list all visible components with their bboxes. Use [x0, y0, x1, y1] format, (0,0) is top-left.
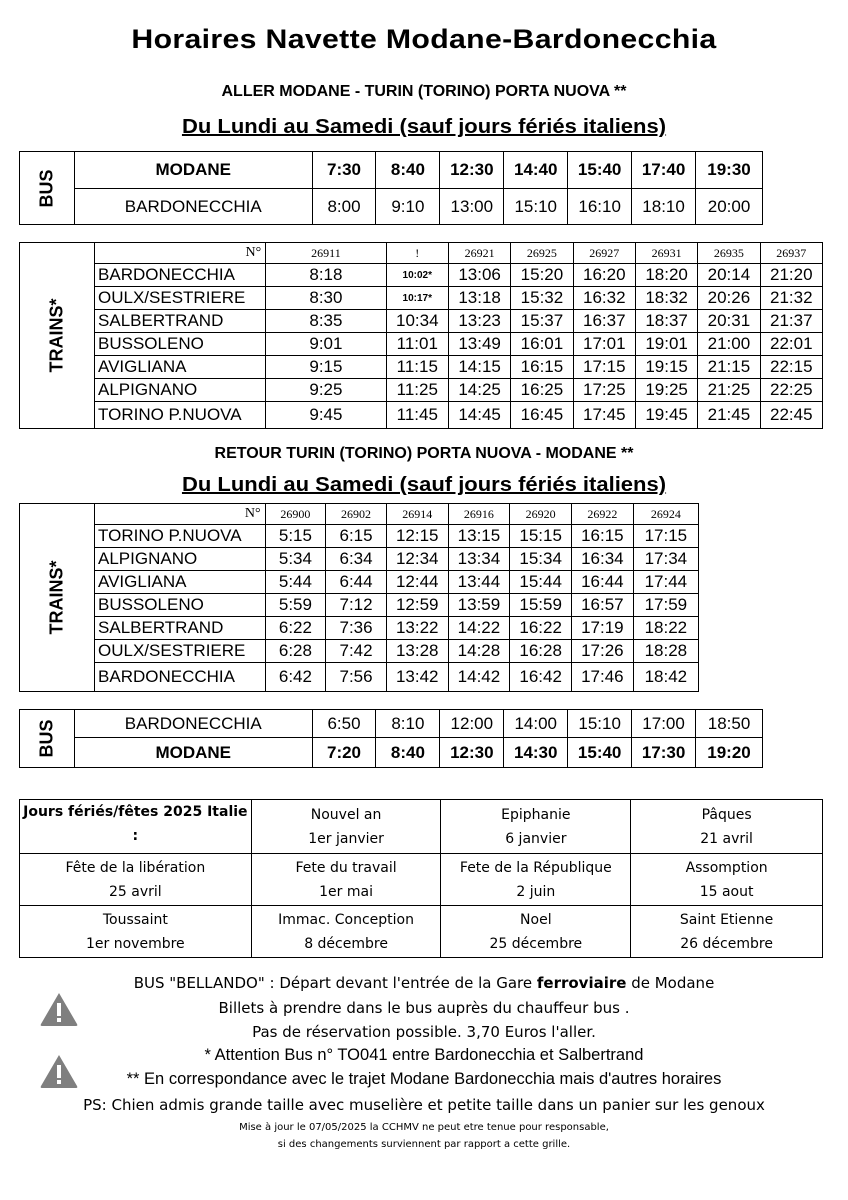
time-cell: 11:45 — [386, 402, 448, 429]
time-cell: 18:22 — [633, 617, 698, 640]
train-number: ! — [386, 243, 448, 264]
time-cell: 12:00 — [440, 710, 504, 738]
time-cell: 17:15 — [633, 525, 698, 548]
time-cell: 13:00 — [440, 189, 504, 225]
time-cell: 8:40 — [376, 738, 440, 768]
time-cell: 12:30 — [440, 152, 504, 189]
time-cell: 13:15 — [448, 525, 510, 548]
time-cell: 15:37 — [511, 310, 573, 333]
time-cell: 9:01 — [266, 333, 386, 356]
time-cell: 16:01 — [511, 333, 573, 356]
time-cell: 18:10 — [632, 189, 696, 225]
time-cell: 17:45 — [573, 402, 635, 429]
time-cell: 8:40 — [376, 152, 440, 189]
update-note-2: si des changements surviennent par rapport a cette grille. — [277, 1139, 571, 1150]
time-cell: 5:44 — [265, 571, 326, 594]
time-cell: 8:35 — [266, 310, 386, 333]
time-cell: 16:28 — [510, 640, 572, 663]
time-cell: 21:45 — [698, 402, 760, 429]
station-cell: TORINO P.NUOVA — [95, 402, 266, 429]
time-cell: 20:31 — [698, 310, 760, 333]
number-label: N° — [95, 504, 266, 525]
time-cell: 15:44 — [510, 571, 572, 594]
time-cell: 12:15 — [386, 525, 448, 548]
time-cell: 19:30 — [696, 152, 763, 189]
time-cell: 20:26 — [698, 287, 760, 310]
time-cell: 14:45 — [448, 402, 510, 429]
retour-bus-table — [19, 709, 763, 768]
time-cell: 21:00 — [698, 333, 760, 356]
station-cell: ALPIGNANO — [95, 548, 266, 571]
time-cell: 7:42 — [326, 640, 387, 663]
time-cell: 22:01 — [760, 333, 822, 356]
time-cell: 14:42 — [448, 663, 510, 692]
time-cell: 15:10 — [568, 710, 632, 738]
time-cell: 13:23 — [448, 310, 510, 333]
time-cell: 8:30 — [266, 287, 386, 310]
train-number: 26935 — [698, 243, 760, 264]
time-cell: 13:49 — [448, 333, 510, 356]
time-cell: 19:45 — [635, 402, 697, 429]
time-cell: 11:25 — [386, 379, 448, 402]
time-cell: 14:40 — [504, 152, 568, 189]
time-cell: 17:25 — [573, 379, 635, 402]
time-cell: 14:30 — [504, 738, 568, 768]
time-cell: 5:15 — [265, 525, 326, 548]
holiday-cell: Assomption 15 aout — [631, 854, 823, 906]
number-label: N° — [95, 243, 266, 264]
time-cell: 17:15 — [573, 356, 635, 379]
time-cell: 13:59 — [448, 594, 510, 617]
holiday-cell: Noel 25 décembre — [441, 906, 631, 958]
aller-days: Du Lundi au Samedi (sauf jours fériés italiens) — [181, 116, 667, 138]
time-cell: 14:28 — [448, 640, 510, 663]
bus-note: BUS "BELLANDO" : Départ devant l'entrée de la Gare ferroviaire de Modane — [133, 974, 715, 992]
station-cell: BUSSOLENO — [95, 333, 266, 356]
time-cell: 10:34 — [386, 310, 448, 333]
time-cell: 19:20 — [696, 738, 763, 768]
holiday-cell: Fete du travail 1er mai — [251, 854, 441, 906]
time-cell: 16:44 — [571, 571, 633, 594]
retour-heading: RETOUR TURIN (TORINO) PORTA NUOVA - MODANE ** — [214, 445, 634, 462]
aller-heading: ALLER MODANE - TURIN (TORINO) PORTA NUOVA ** — [221, 83, 627, 100]
time-cell: 18:37 — [635, 310, 697, 333]
station-cell: ALPIGNANO — [95, 379, 266, 402]
holiday-cell: Toussaint 1er novembre — [20, 906, 252, 958]
time-cell: 18:32 — [635, 287, 697, 310]
time-cell: 17:00 — [632, 710, 696, 738]
time-cell: 14:00 — [504, 710, 568, 738]
train-number: 26925 — [511, 243, 573, 264]
time-cell: 17:26 — [571, 640, 633, 663]
time-cell: 6:44 — [326, 571, 387, 594]
time-cell: 13:34 — [448, 548, 510, 571]
trains-label: TRAINS* — [20, 504, 95, 692]
time-cell: 18:50 — [696, 710, 763, 738]
time-cell: 17:34 — [633, 548, 698, 571]
time-cell: 13:22 — [386, 617, 448, 640]
holidays-header: Jours fériés/fêtes 2025 Italie : — [20, 800, 252, 854]
train-number: 26920 — [510, 504, 572, 525]
station-cell: AVIGLIANA — [95, 571, 266, 594]
time-cell: 14:25 — [448, 379, 510, 402]
time-cell: 13:06 — [448, 264, 510, 287]
trains-label: TRAINS* — [20, 243, 95, 429]
page-title: Horaires Navette Modane-Bardonecchia — [131, 24, 717, 54]
time-cell: 16:10 — [568, 189, 632, 225]
time-cell: 6:15 — [326, 525, 387, 548]
time-cell: 7:12 — [326, 594, 387, 617]
holiday-cell: Epiphanie 6 janvier — [441, 800, 631, 854]
time-cell: 16:15 — [511, 356, 573, 379]
holiday-cell: Saint Etienne 26 décembre — [631, 906, 823, 958]
time-cell: 15:59 — [510, 594, 572, 617]
time-cell: 11:01 — [386, 333, 448, 356]
holiday-cell: Pâques 21 avril — [631, 800, 823, 854]
train-number: 26921 — [448, 243, 510, 264]
time-cell: 6:50 — [312, 710, 376, 738]
time-cell: 10:17* — [386, 287, 448, 310]
time-cell: 21:25 — [698, 379, 760, 402]
train-number: 26937 — [760, 243, 822, 264]
station-cell: BUSSOLENO — [95, 594, 266, 617]
time-cell: 16:37 — [573, 310, 635, 333]
time-cell: 15:34 — [510, 548, 572, 571]
time-cell: 18:20 — [635, 264, 697, 287]
time-cell: 17:01 — [573, 333, 635, 356]
time-cell: 16:15 — [571, 525, 633, 548]
time-cell: 17:30 — [632, 738, 696, 768]
time-cell: 16:57 — [571, 594, 633, 617]
station-cell: SALBERTRAND — [95, 617, 266, 640]
time-cell: 16:25 — [511, 379, 573, 402]
time-cell: 15:20 — [511, 264, 573, 287]
time-cell: 17:19 — [571, 617, 633, 640]
time-cell: 19:25 — [635, 379, 697, 402]
time-cell: 14:22 — [448, 617, 510, 640]
time-cell: 16:45 — [511, 402, 573, 429]
reservation-note: Pas de réservation possible. 3,70 Euros l'aller. — [252, 1023, 596, 1041]
time-cell: 10:02* — [386, 264, 448, 287]
time-cell: 17:59 — [633, 594, 698, 617]
time-cell: 22:15 — [760, 356, 822, 379]
time-cell: 22:45 — [760, 402, 822, 429]
train-number: 26914 — [386, 504, 448, 525]
time-cell: 15:15 — [510, 525, 572, 548]
station-cell: SALBERTRAND — [95, 310, 266, 333]
holidays-table — [19, 799, 823, 958]
time-cell: 6:22 — [265, 617, 326, 640]
time-cell: 21:37 — [760, 310, 822, 333]
holiday-cell: Fête de la libération 25 avril — [20, 854, 252, 906]
train-number: 26922 — [571, 504, 633, 525]
time-cell: 18:28 — [633, 640, 698, 663]
station-cell: BARDONECCHIA — [95, 663, 266, 692]
time-cell: 6:34 — [326, 548, 387, 571]
time-cell: 17:40 — [632, 152, 696, 189]
retour-trains-table — [19, 503, 699, 692]
time-cell: 20:00 — [696, 189, 763, 225]
station-cell: MODANE — [74, 152, 312, 189]
time-cell: 12:30 — [440, 738, 504, 768]
time-cell: 15:40 — [568, 738, 632, 768]
time-cell: 21:15 — [698, 356, 760, 379]
station-cell: BARDONECCHIA — [74, 710, 312, 738]
time-cell: 20:14 — [698, 264, 760, 287]
train-number: 26931 — [635, 243, 697, 264]
holiday-cell: Immac. Conception 8 décembre — [251, 906, 441, 958]
bus-label: BUS — [20, 710, 75, 768]
time-cell: 14:15 — [448, 356, 510, 379]
time-cell: 5:59 — [265, 594, 326, 617]
time-cell: 16:42 — [510, 663, 572, 692]
time-cell: 9:10 — [376, 189, 440, 225]
time-cell: 6:42 — [265, 663, 326, 692]
time-cell: 17:46 — [571, 663, 633, 692]
time-cell: 12:34 — [386, 548, 448, 571]
station-cell: AVIGLIANA — [95, 356, 266, 379]
time-cell: 16:34 — [571, 548, 633, 571]
time-cell: 9:15 — [266, 356, 386, 379]
time-cell: 5:34 — [265, 548, 326, 571]
ps-note: PS: Chien admis grande taille avec muselière et petite taille dans un panier sur les genoux — [83, 1096, 765, 1114]
station-cell: BARDONECCHIA — [74, 189, 312, 225]
retour-days: Du Lundi au Samedi (sauf jours fériés italiens) — [181, 474, 667, 496]
time-cell: 8:00 — [312, 189, 376, 225]
time-cell: 7:30 — [312, 152, 376, 189]
time-cell: 12:44 — [386, 571, 448, 594]
time-cell: 19:01 — [635, 333, 697, 356]
train-number: 26924 — [633, 504, 698, 525]
train-number: 26927 — [573, 243, 635, 264]
station-cell: TORINO P.NUOVA — [95, 525, 266, 548]
time-cell: 21:32 — [760, 287, 822, 310]
train-number: 26916 — [448, 504, 510, 525]
time-cell: 21:20 — [760, 264, 822, 287]
correspondance-note: ** En correspondance avec le trajet Modane Bardonecchia mais d'autres horaires — [126, 1070, 722, 1088]
aller-bus-table — [19, 151, 763, 225]
time-cell: 15:40 — [568, 152, 632, 189]
time-cell: 15:10 — [504, 189, 568, 225]
time-cell: 19:15 — [635, 356, 697, 379]
time-cell: 7:20 — [312, 738, 376, 768]
bus-label: BUS — [20, 152, 75, 225]
time-cell: 15:32 — [511, 287, 573, 310]
time-cell: 6:28 — [265, 640, 326, 663]
aller-trains-table — [19, 242, 823, 429]
time-cell: 8:10 — [376, 710, 440, 738]
time-cell: 16:32 — [573, 287, 635, 310]
time-cell: 8:18 — [266, 264, 386, 287]
time-cell: 16:20 — [573, 264, 635, 287]
time-cell: 18:42 — [633, 663, 698, 692]
station-cell: MODANE — [74, 738, 312, 768]
time-cell: 16:22 — [510, 617, 572, 640]
update-note-1: Mise à jour le 07/05/2025 la CCHMV ne peut etre tenue pour responsable, — [239, 1122, 609, 1133]
time-cell: 13:18 — [448, 287, 510, 310]
time-cell: 7:56 — [326, 663, 387, 692]
time-cell: 7:36 — [326, 617, 387, 640]
train-number: 26900 — [265, 504, 326, 525]
time-cell: 12:59 — [386, 594, 448, 617]
time-cell: 9:25 — [266, 379, 386, 402]
attention-note: * Attention Bus n° TO041 entre Bardonecchia et Salbertrand — [204, 1046, 644, 1064]
time-cell: 22:25 — [760, 379, 822, 402]
train-number: 26902 — [326, 504, 387, 525]
time-cell: 11:15 — [386, 356, 448, 379]
station-cell: BARDONECCHIA — [95, 264, 266, 287]
holiday-cell: Fete de la République 2 juin — [441, 854, 631, 906]
train-number: 26911 — [266, 243, 386, 264]
station-cell: OULX/SESTRIERE — [95, 287, 266, 310]
time-cell: 17:44 — [633, 571, 698, 594]
station-cell: OULX/SESTRIERE — [95, 640, 266, 663]
time-cell: 13:42 — [386, 663, 448, 692]
holiday-cell: Nouvel an 1er janvier — [251, 800, 441, 854]
tickets-note: Billets à prendre dans le bus auprès du chauffeur bus . — [218, 999, 630, 1017]
time-cell: 13:44 — [448, 571, 510, 594]
time-cell: 9:45 — [266, 402, 386, 429]
time-cell: 13:28 — [386, 640, 448, 663]
